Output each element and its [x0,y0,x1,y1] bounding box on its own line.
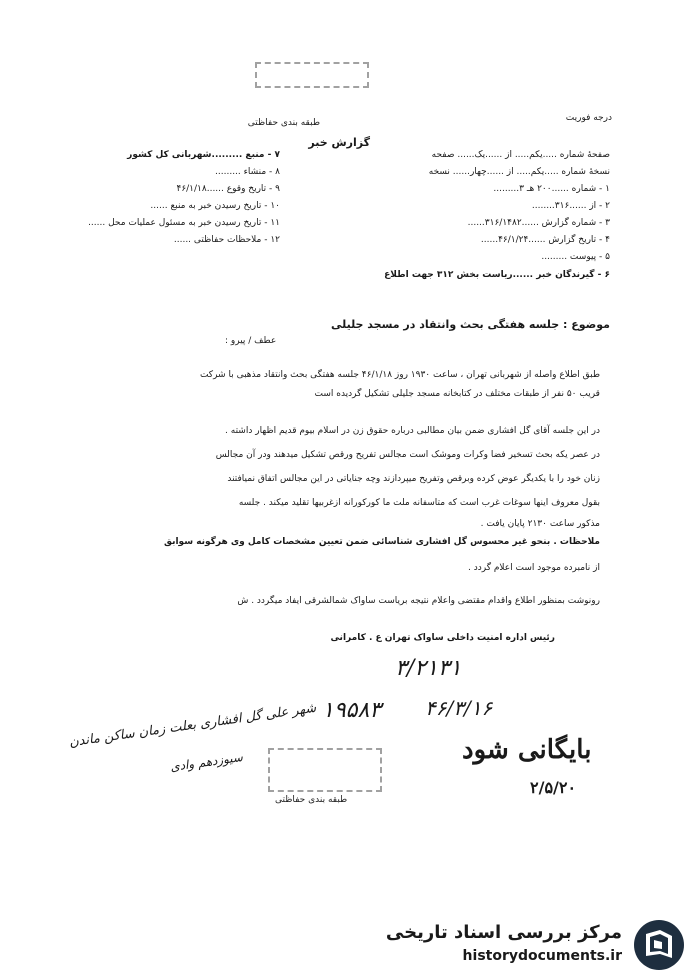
top-stamp-box [255,62,369,88]
classification-top: طبقه بندی حفاظتی [247,118,320,128]
body-line: طبق اطلاع واصله از شهربانی تهران ، ساعت ۱۹۳۰ روز ۴۶/۱/۱۸ جلسه هفتگی بحث وانتقاد مذهبی با شرکت [199,370,600,380]
field-attachment: ۵ - پیوست ......... [541,252,610,262]
field-security-notes: ۱۲ - ملاحظات حفاظتی ...... [173,235,280,245]
field-source: ۷ - منبع .........شهربانی کل کشور [127,150,280,160]
archive-logo-icon [632,918,686,972]
footer [0,914,700,976]
archive-date: ۲/۵/۲۰ [530,778,577,797]
body-line: قریب ۵۰ نفر از طبقات مختلف در کتابخانه مسجد جلیلی تشکیل گردیده است [314,389,600,399]
body-line: زنان خود را با یکدیگر عوض کرده وبرقص وتفریح میپردازند وچه جنایاتی در این مجالس اتفاق نمیافتند [227,474,600,484]
handwritten-stamp-date: ۴۶/۳/۱۶ [425,696,493,720]
notes-line: از نامبرده موجود است اعلام گردد . [468,563,600,573]
field-copy: نسخهٔ شماره .....یکم..... از ......چهار...... نسخه [428,167,610,177]
signature-line: رئیس اداره امنیت داخلی ساواک تهران ع . کامرانی [330,633,555,643]
handwritten-file-number: ۱۹۵۸۳ [322,698,382,723]
field-received-ops: ۱۱ - تاریخ رسیدن خبر به مسئول عملیات محل ...... [88,218,280,228]
field-number: ۱ - شماره ......۲۰۰ هـ ۳......... [493,184,610,194]
urgency-label: درجه فوریت [565,113,612,123]
field-page: صفحهٔ شماره .....یکم..... از ......یک...... صفحه [431,150,610,160]
classification-bottom: طبقه بندی حفاظتی [275,795,348,805]
field-origin: ۸ - منشاء ......... [215,167,280,177]
field-received-source: ۱۰ - تاریخ رسیدن خبر به منبع ...... [150,201,280,211]
field-report-number: ۳ - شماره گزارش ......۳۱۶/۱۴۸۲...... [467,218,610,228]
field-from: ۲ - از ......۳۱۶........ [531,201,610,211]
archive-annotation: بایگانی شود [462,735,592,765]
cc-line: رونوشت بمنظور اطلاع واقدام مقتضی واعلام نتیجه بریاست ساواک شمالشرقی ایفاد میگردد . ش [237,596,600,606]
subject-line: موضوع : جلسه هفتگی بحث وانتقاد در مسجد جلیلی [330,318,610,331]
bottom-stamp-box [268,748,382,792]
field-recipients: ۶ - گیرندگان خبر ......ریاست بخش ۳۱۲ جهت اطلاع [384,270,610,280]
field-occurrence-date: ۹ - تاریخ وقوع ......۴۶/۱/۱۸ [176,184,280,194]
notes-line: ملاحظات . بنحو غیر محسوس گل افشاری شناسائی ضمن تعیین مشخصات کامل وی هرگونه سوابق [163,537,600,547]
body-line: در عصر یکه بحث تسخیر فضا وکرات وموشک است مجالس تفریح ورقص تشکیل میدهند ودر آن مجالس [215,450,600,460]
handwritten-note: سیوزدهم وادی [169,749,244,775]
handwritten-ref-number: ۳/۲۱۳۱ [395,656,462,681]
body-line: در این جلسه آقای گل افشاری ضمن بیان مطالبی درباره حقوق زن در اسلام بیوم قدیم اظهار داشته . [225,426,600,436]
footer-website: historydocuments.ir [462,948,622,964]
body-line: بقول معروف اینها سوغات غرب است که متاسفانه ملت ما کورکورانه ازغربیها تقلید میکند . جلسه [238,498,600,508]
handwritten-note: شهر علی گل افشاری بعلت زمان ساکن ماندن [68,700,318,751]
reference-label: عطف / پیرو : [225,336,277,346]
report-title: گزارش خبر [308,136,370,149]
field-report-date: ۴ - تاریخ گزارش ......۴۶/۱/۲۴...... [480,235,610,245]
body-line: مذکور ساعت ۲۱۳۰ پایان یافت . [480,519,600,529]
footer-org-name: مرکز بررسی اسناد تاریخی [385,922,622,943]
